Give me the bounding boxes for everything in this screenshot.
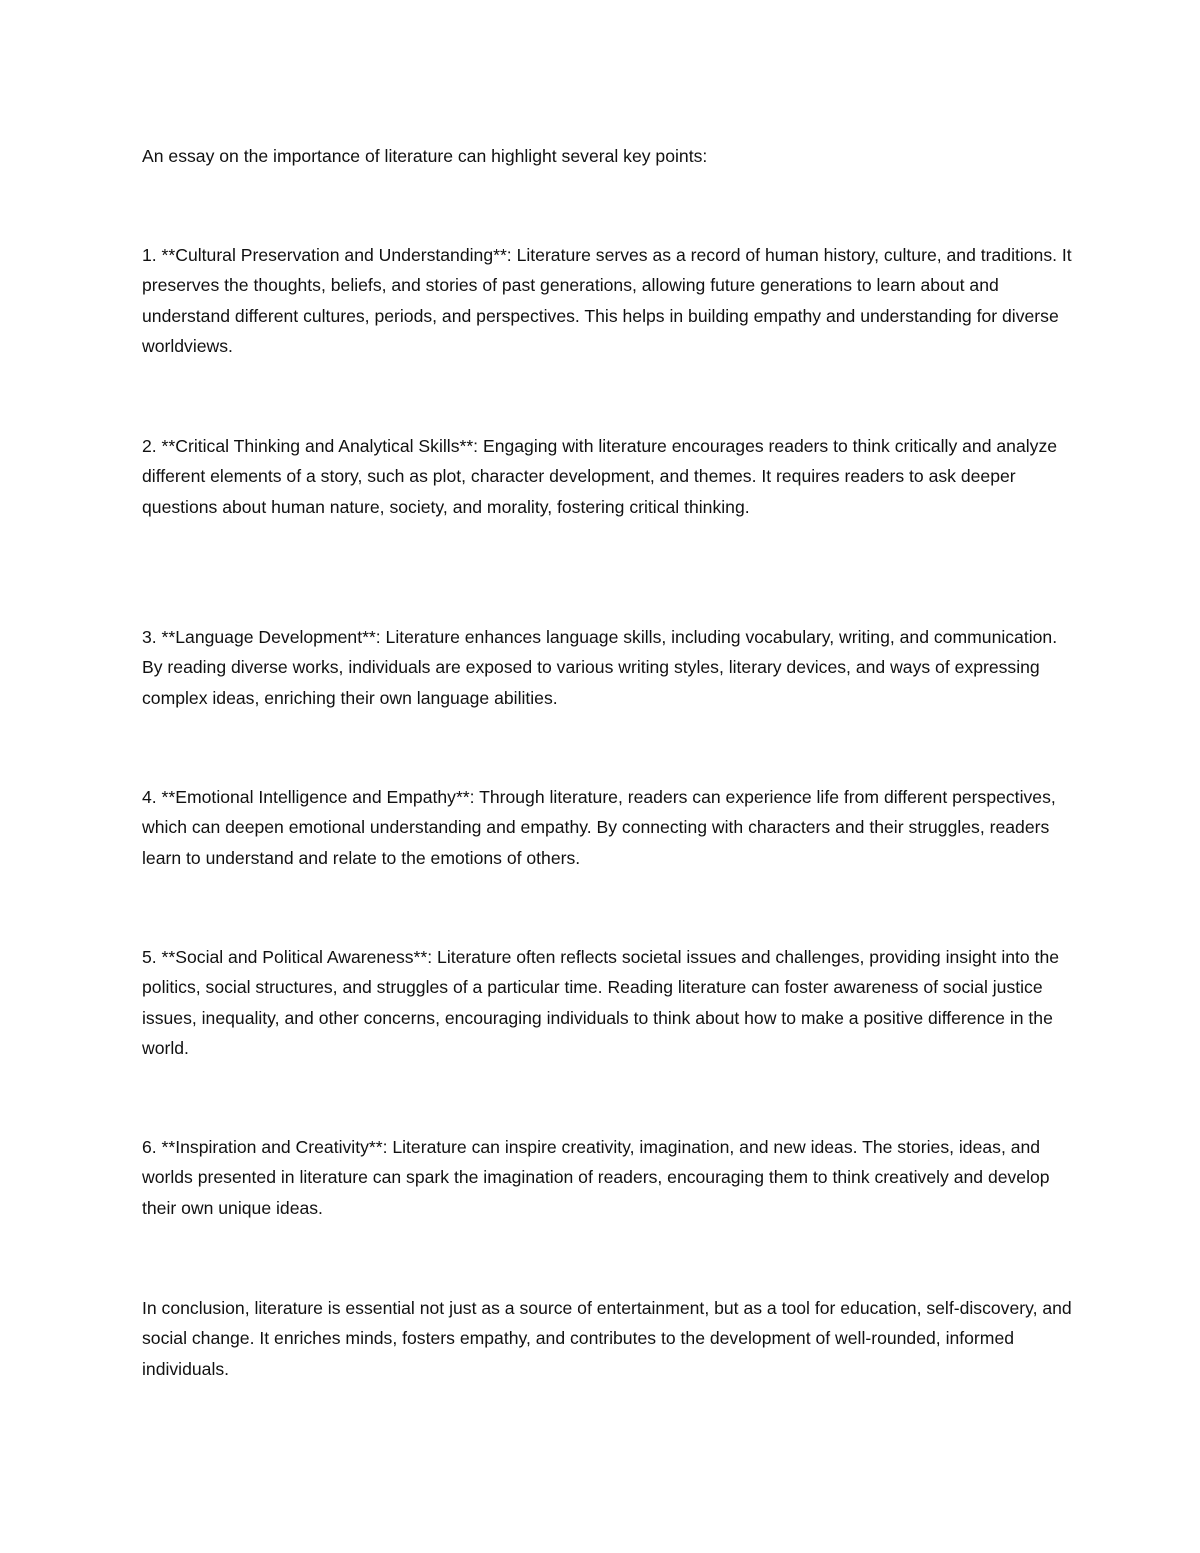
key-point-language-development: 3. **Language Development**: Literature enhances language skills, including vocabulary, writing, and communication. By reading diverse works, individuals are exposed to various writing styles, literary devices, and ways of expressing complex ideas, enriching their own language abilities. xyxy=(142,627,1058,708)
key-point-inspiration-creativity: 6. **Inspiration and Creativity**: Literature can inspire creativity, imagination, and new ideas. The stories, ideas, and worlds presented in literature can spark the imagination of readers, encouraging them to think creatively and develop their own unique ideas. xyxy=(142,1137,1050,1218)
key-point-emotional-intelligence: 4. **Emotional Intelligence and Empathy**: Through literature, readers can experience life from different perspectives, which can deepen emotional understanding and empathy. By connecting with characters and their struggles, readers learn to understand and relate to the emotions of others. xyxy=(142,787,1056,868)
key-point-cultural-preservation: 1. **Cultural Preservation and Understanding**: Literature serves as a record of human history, culture, and traditions. It preserves the thoughts, beliefs, and stories of past generations, allowing future generations to learn about and understand different cultures, periods, and perspectives. This helps in building empathy and understanding for diverse worldviews. xyxy=(142,245,1072,356)
key-point-social-political-awareness: 5. **Social and Political Awareness**: Literature often reflects societal issues and challenges, providing insight into the politics, social structures, and struggles of a particular time. Reading literature can foster awareness of social justice issues, inequality, and other concerns, encouraging individuals to think about how to make a positive difference in the world. xyxy=(142,947,1060,1058)
conclusion-paragraph: In conclusion, literature is essential not just as a source of entertainment, but as a tool for education, self-discovery, and social change. It enriches minds, fosters empathy, and contributes to the development of well-rounded, informed individuals. xyxy=(142,1298,1072,1379)
key-point-critical-thinking: 2. **Critical Thinking and Analytical Skills**: Engaging with literature encourages readers to think critically and analyze different elements of a story, such as plot, character development, and themes. It requires readers to ask deeper questions about human nature, society, and morality, fostering critical thinking. xyxy=(142,436,1058,517)
intro-paragraph: An essay on the importance of literature can highlight several key points: xyxy=(142,146,708,166)
